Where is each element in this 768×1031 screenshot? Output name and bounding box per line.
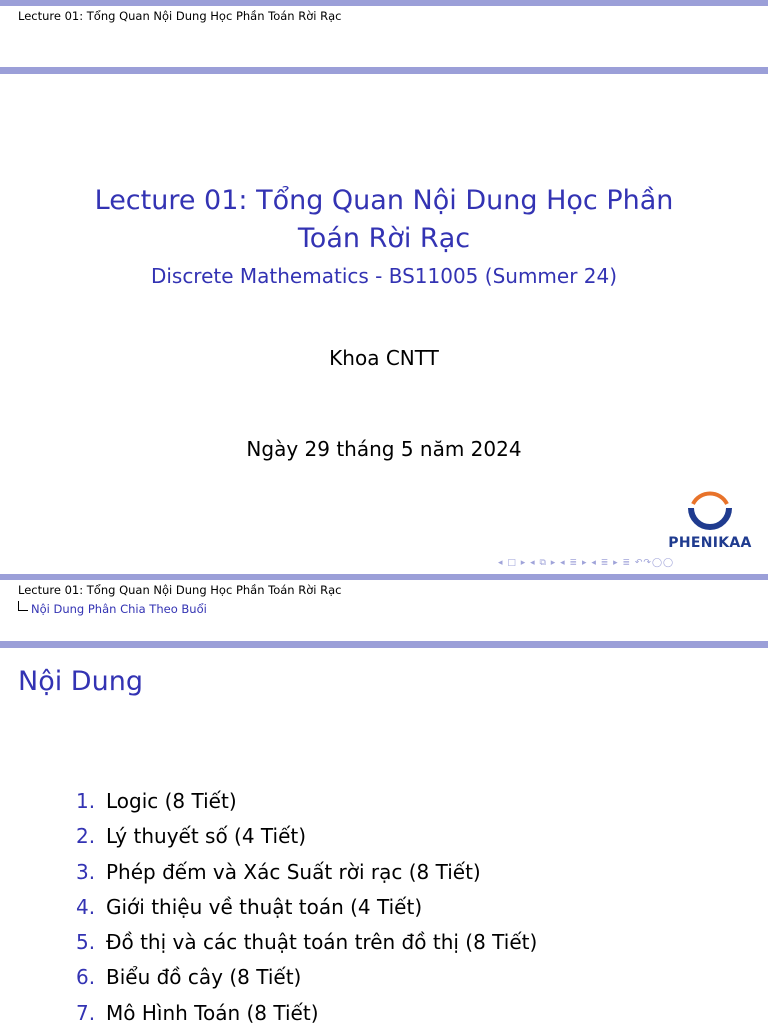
slide-date: Ngày 29 tháng 5 năm 2024 — [246, 437, 522, 461]
slide-title-line2: Toán Rời Rạc — [297, 223, 471, 254]
list-item — [76, 890, 537, 925]
item-number: 1. — [76, 789, 96, 813]
slide-title-line1: Lecture 01: Tổng Quan Nội Dung Học Phần — [94, 185, 674, 216]
tree-corner-icon — [18, 601, 28, 611]
item-number: 7. — [76, 1000, 96, 1025]
item-text: Giới thiệu về thuật toán (4 Tiết) — [106, 894, 423, 919]
phenikaa-logo — [656, 488, 764, 558]
list-item — [76, 855, 537, 890]
subheader-text: Nội Dung Phân Chia Theo Buổi — [31, 602, 207, 616]
content-list — [76, 784, 537, 1031]
item-number: 6. — [76, 965, 96, 990]
slide-subtitle: Discrete Mathematics - BS11005 (Summer 24) — [150, 264, 618, 288]
item-text: Lý thuyết số (4 Tiết) — [106, 824, 307, 849]
phenikaa-logo-mark — [656, 488, 764, 534]
slide2-header: Lecture 01: Tổng Quan Nội Dung Học Phần Toán Rời Rạc — [18, 583, 342, 597]
item-number: 5. — [76, 930, 96, 955]
slide2-divider-bar — [0, 641, 768, 648]
top-accent-bar — [0, 0, 768, 6]
beamer-navigation-controls[interactable]: ◂ □ ▸ ◂ ⧉ ▸ ◂ ≣ ▸ ◂ ≣ ▸ ≣ ↶↷◯◯ — [498, 558, 675, 568]
slide2-top-bar — [0, 574, 768, 580]
list-item — [76, 819, 537, 854]
item-text: Đồ thị và các thuật toán trên đồ thị (8 Tiết) — [106, 930, 538, 955]
list-item — [76, 960, 537, 995]
logo-wordmark: PHENIKAA — [668, 535, 752, 551]
slide2-subheader — [18, 602, 207, 616]
list-item — [76, 784, 537, 819]
frame-title: Nội Dung — [18, 666, 143, 697]
item-number: 3. — [76, 859, 96, 884]
item-text: Biểu đồ cây (8 Tiết) — [106, 965, 302, 990]
item-text: Phép đếm và Xác Suất rời rạc (8 Tiết) — [106, 859, 481, 884]
item-number: 4. — [76, 894, 96, 919]
item-text: Logic (8 Tiết) — [106, 789, 237, 813]
slide1-header: Lecture 01: Tổng Quan Nội Dung Học Phần Toán Rời Rạc — [18, 9, 342, 23]
item-number: 2. — [76, 824, 96, 849]
list-item — [76, 996, 537, 1031]
item-text: Mô Hình Toán (8 Tiết) — [106, 1000, 319, 1025]
list-item — [76, 925, 537, 960]
header-divider-bar — [0, 67, 768, 74]
slide-author: Khoa CNTT — [329, 346, 439, 370]
